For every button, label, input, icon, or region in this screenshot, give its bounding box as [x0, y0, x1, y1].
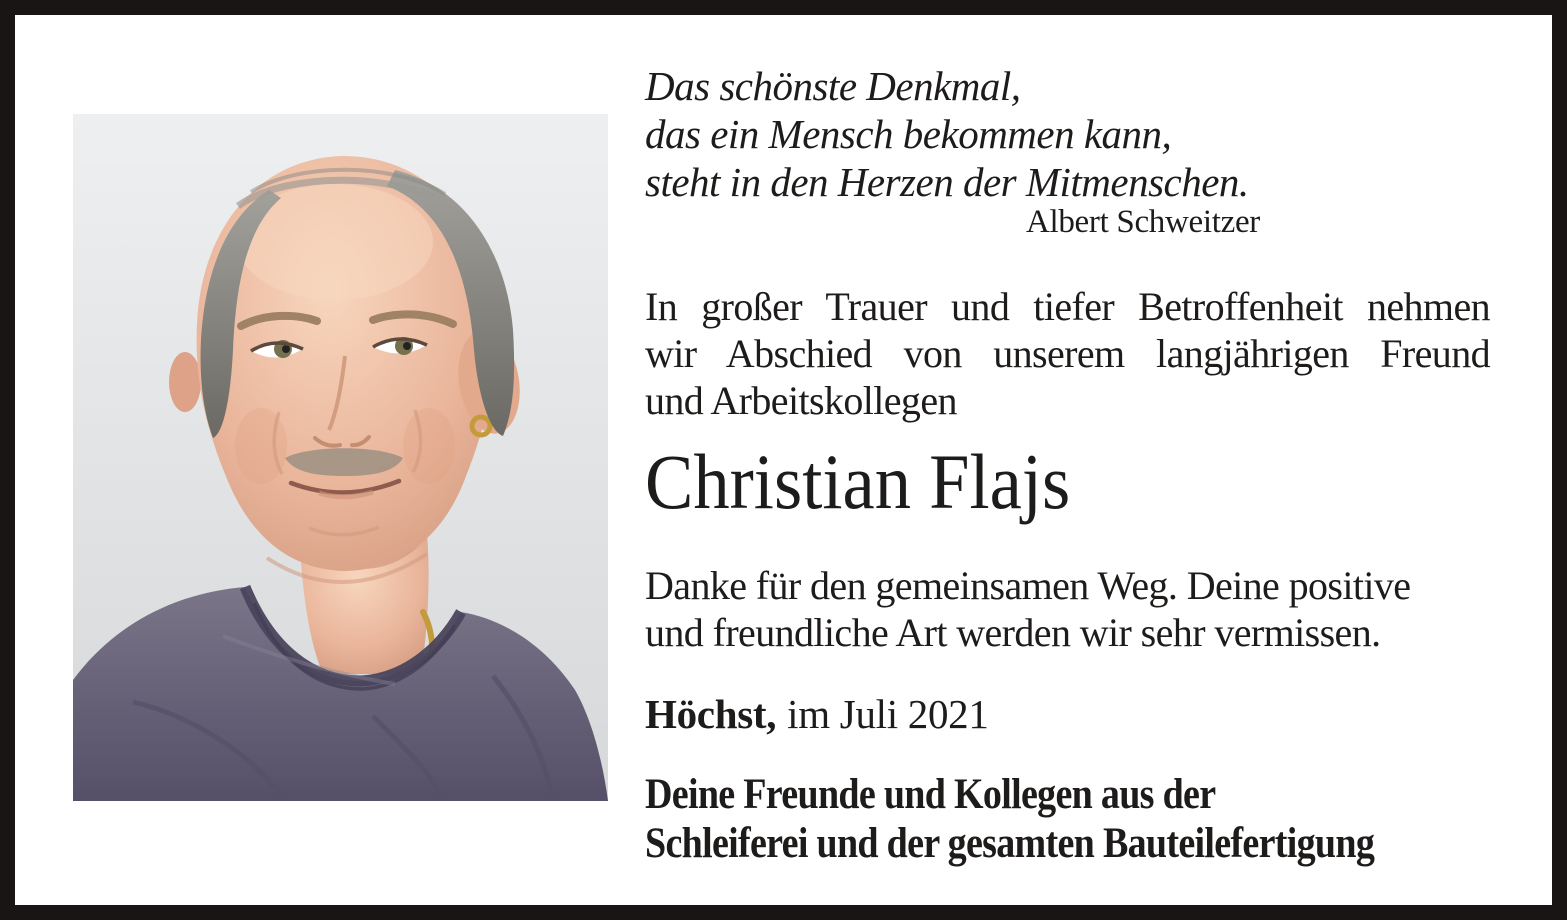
- signature-line: Deine Freunde und Kollegen aus der: [645, 771, 1216, 818]
- intro-line: In großer Trauer und tiefer Betroffenheit nehmen: [645, 284, 1490, 329]
- tribute-line: und freundliche Art werden wir sehr vermissen.: [645, 610, 1381, 655]
- quote-line: steht in den Herzen der Mitmenschen.: [645, 159, 1249, 205]
- cheek-shade-left: [235, 408, 287, 484]
- signature-line: Schleiferei und der gesamten Bauteilefertigung: [645, 820, 1375, 867]
- portrait-illustration: [73, 114, 608, 801]
- memorial-quote: [645, 62, 1260, 206]
- pupil-left: [282, 345, 290, 353]
- place-label: Höchst,: [645, 691, 777, 737]
- quote-line: Das schönste Denkmal,: [645, 63, 1021, 109]
- quote-attribution: Albert Schweitzer: [1025, 204, 1260, 240]
- intro-line: wir Abschied von unserem langjährigen Freund: [645, 331, 1490, 376]
- cheek-shade-right: [403, 408, 455, 484]
- left-ear: [169, 352, 201, 412]
- signature-block: [645, 770, 1530, 868]
- deceased-name: Christian Flajs: [645, 438, 1071, 525]
- intro-line: und Arbeitskollegen: [645, 378, 957, 423]
- quote-line: das ein Mensch bekommen kann,: [645, 111, 1172, 157]
- intro-paragraph: [645, 283, 1490, 424]
- portrait-photo: [73, 114, 608, 801]
- tribute-paragraph: [645, 562, 1525, 656]
- place-date-line: [645, 690, 1490, 738]
- date-label: im Juli 2021: [787, 691, 989, 737]
- tribute-line: Danke für den gemeinsamen Weg. Deine positive: [645, 563, 1411, 608]
- pupil-right: [403, 342, 411, 350]
